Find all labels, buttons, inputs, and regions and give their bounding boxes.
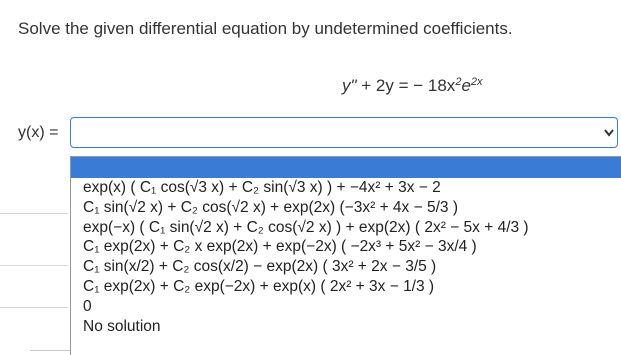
equation-lhs-var: y" xyxy=(342,76,357,95)
answer-select[interactable] xyxy=(70,117,618,148)
dropdown-option[interactable]: C₁ exp(2x) + C₂ exp(−2x) + exp(x) ( 2x² + 3x − 1/3 ) xyxy=(83,277,435,295)
answer-label: y(x) = xyxy=(18,124,59,141)
dropdown-option[interactable]: C₁ sin(√2 x) + C₂ cos(√2 x) + exp(2x) (−3x² + 4x − 5/3 ) xyxy=(83,198,458,216)
equation-exponent-e: 2x xyxy=(470,76,483,88)
dropdown-option[interactable]: exp(x) ( C₁ cos(√3 x) + C₂ sin(√3 x) ) + −4x² + 3x − 2 xyxy=(83,179,441,196)
equation-exponent-x: 2 xyxy=(455,76,462,88)
equation-e: e xyxy=(461,76,471,95)
divider-line xyxy=(30,350,70,355)
dropdown-option[interactable]: C₁ exp(2x) + C₂ x exp(2x) + exp(−2x) ( −2x³ + 5x² − 3x/4 ) xyxy=(83,238,477,256)
dropdown-highlighted-option[interactable] xyxy=(71,157,621,178)
dropdown-option[interactable]: 0 xyxy=(83,297,92,315)
differential-equation xyxy=(342,76,483,96)
divider-line xyxy=(0,307,68,308)
divider-line xyxy=(0,265,68,266)
answer-dropdown-list[interactable] xyxy=(70,156,621,355)
equation-lhs-rest: + 2y = − 18x xyxy=(356,76,456,95)
question-prompt: Solve the given differential equation by undetermined coefficients. xyxy=(18,19,513,38)
divider-line xyxy=(0,213,68,214)
dropdown-option[interactable]: No solution xyxy=(83,317,161,335)
dropdown-option[interactable]: C₁ sin(x/2) + C₂ cos(x/2) − exp(2x) ( 3x² + 2x − 3/5 ) xyxy=(83,258,437,276)
chevron-down-icon xyxy=(603,128,615,138)
dropdown-options xyxy=(71,178,621,336)
dropdown-option[interactable]: exp(−x) ( C₁ sin(√2 x) + C₂ cos(√2 x) ) + exp(2x) ( 2x² − 5x + 4/3 ) xyxy=(83,218,529,236)
